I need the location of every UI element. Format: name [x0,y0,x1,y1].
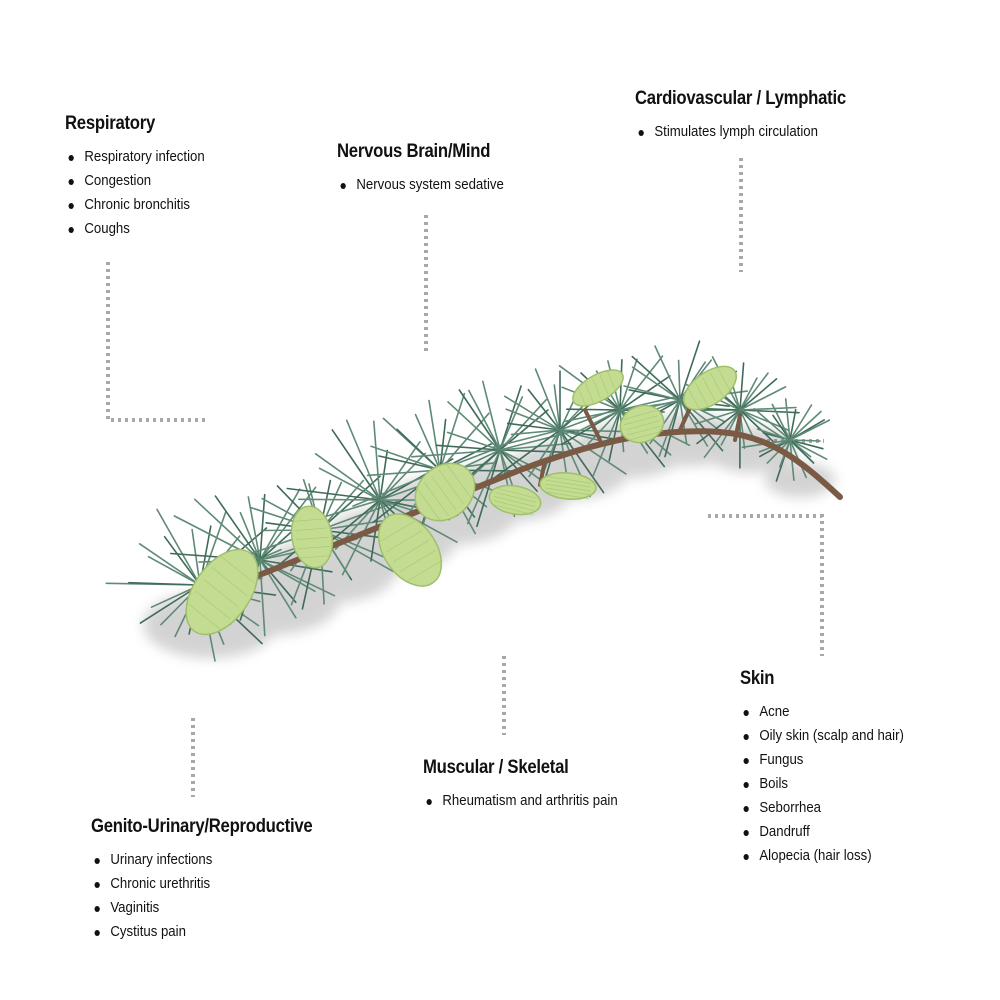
list-item: Chronic urethritis [91,872,312,896]
section-title: Muscular / Skeletal [423,757,569,778]
list-item: Chronic bronchitis [65,193,205,217]
item-list [337,173,527,197]
section-title: Nervous Brain/Mind [337,141,491,162]
needle [620,359,637,410]
section-cardiovascular [635,88,875,144]
needle [567,409,620,410]
needle [505,396,560,430]
list-item: Urinary infections [91,848,312,872]
list-item: Respiratory infection [65,145,205,169]
list-item: Congestion [65,169,205,193]
list-item: Nervous system sedative [337,173,504,197]
section-title: Skin [740,668,775,689]
item-list [740,700,926,868]
section-nervous [337,141,527,197]
needle [790,440,820,441]
item-list [91,848,343,944]
item-list [65,145,224,241]
section-genito-urinary [91,816,343,944]
list-item: Coughs [65,217,205,241]
list-item: Boils [740,772,904,796]
list-item: Dandruff [740,820,904,844]
section-title: Genito-Urinary/Reproductive [91,816,313,837]
connector-respiratory [108,262,207,420]
list-item: Vaginitis [91,896,312,920]
section-muscular [423,757,644,813]
needle [429,401,440,471]
needle [448,402,500,450]
needle [140,544,200,585]
section-title: Respiratory [65,113,156,134]
list-item: Seborrhea [740,796,904,820]
needle [483,381,500,450]
needle [371,446,440,470]
list-item: Acne [740,700,904,724]
list-item: Rheumatism and arthritis pain [423,789,618,813]
section-respiratory [65,113,224,241]
list-item: Cystitus pain [91,920,312,944]
needle [397,429,440,470]
list-item: Stimulates lymph circulation [635,120,846,144]
list-item: Oily skin (scalp and hair) [740,724,904,748]
item-list [423,789,644,813]
list-item: Alopecia (hair loss) [740,844,904,868]
section-title: Cardiovascular / Lymphatic [635,88,846,109]
list-item: Fungus [740,748,904,772]
needle [679,360,680,400]
item-list [635,120,875,144]
section-skin [740,668,926,868]
connector-skin [708,516,822,656]
